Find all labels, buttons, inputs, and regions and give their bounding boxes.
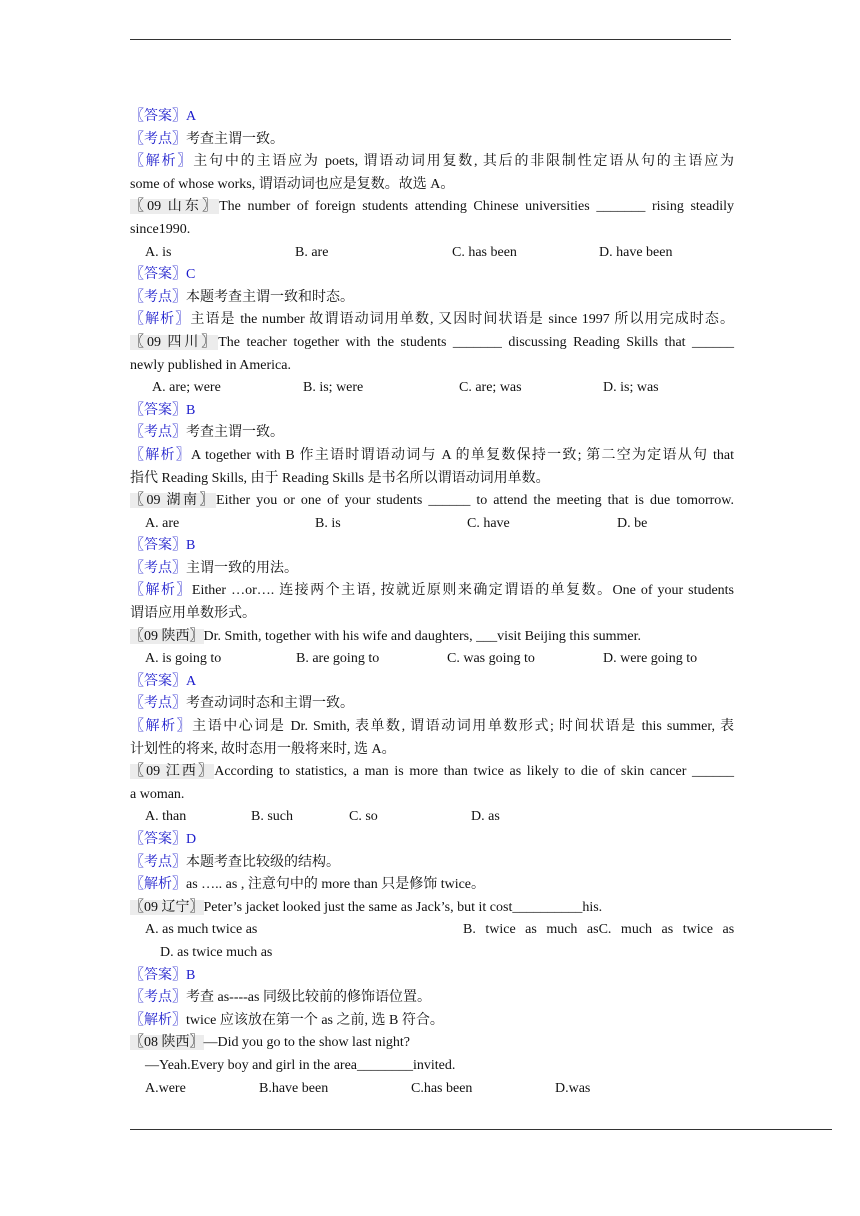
point-line: 〖考点〗考查动词时态和主谓一致。 xyxy=(130,696,354,712)
options-row xyxy=(130,806,734,829)
answer-line: 〖答案〗B xyxy=(130,967,196,983)
answer-line: 〖答案〗D xyxy=(130,832,197,847)
option-c: C.has been xyxy=(411,1080,473,1096)
options-row xyxy=(130,513,734,536)
analysis-line: 〖解析〗as ….. as , 注意句中的 more than 只是修饰 twice。 xyxy=(130,877,486,893)
options-row-2 xyxy=(130,942,734,965)
question-stem: 〖08 陕西〗—Did you go to the show last night? xyxy=(130,1035,410,1051)
question-stem-2: a woman. xyxy=(130,786,185,802)
source-tag: 〖09 湖南〗 xyxy=(130,493,217,509)
option-a: A. is xyxy=(145,244,172,260)
analysis-line: 〖解析〗twice 应该放在第一个 as 之前, 选 B 符合。 xyxy=(130,1012,444,1028)
option-d: D. have been xyxy=(599,244,673,260)
analysis-line-2: 谓语应用单数形式。 xyxy=(130,606,256,622)
option-c: C. have xyxy=(467,515,510,531)
source-tag: 〖09 江西〗 xyxy=(130,764,215,780)
document-body xyxy=(130,106,734,1100)
analysis-line-2: 指代 Reading Skills, 由于 Reading Skills 是书名所以谓语动词用单数。 xyxy=(130,470,550,486)
option-d: D.was xyxy=(555,1080,591,1096)
question-stem-2: —Yeah.Every boy and girl in the area________invited. xyxy=(145,1057,456,1073)
answer-line: 〖答案〗C xyxy=(130,267,196,283)
option-d: D. as twice much as xyxy=(160,944,273,960)
option-d: D. be xyxy=(617,515,648,531)
answer-line: 〖答案〗A xyxy=(130,673,197,689)
point-line: 〖考点〗考查 as----as 同级比较前的修饰语位置。 xyxy=(130,990,431,1006)
question-stem: 〖09 湖南〗Either you or one of your students ______ to attend the meeting that is due tomorrow. xyxy=(130,493,734,509)
question-stem: 〖09 江西〗According to statistics, a man is more than twice as likely to die of skin cancer ______ xyxy=(130,764,735,780)
option-c: C. much as twice as xyxy=(598,922,735,938)
point-line: 〖考点〗主谓一致的用法。 xyxy=(130,560,298,576)
point-line: 〖考点〗考查主谓一致。 xyxy=(130,425,284,441)
option-c: C. has been xyxy=(452,244,517,260)
option-a: A. are xyxy=(145,515,180,531)
option-a: A. than xyxy=(145,809,187,825)
analysis-line: 〖解析〗主句中的主语应为 poets, 谓语动词用复数, 其后的非限制性定语从句的主语应为 xyxy=(130,154,735,170)
point-line: 〖考点〗考查主谓一致。 xyxy=(130,131,284,147)
source-tag: 〖09 辽宁〗 xyxy=(130,899,204,915)
option-d: D. as xyxy=(471,809,500,825)
options-row xyxy=(130,919,734,942)
analysis-line-2: 计划性的将来, 故时态用一般将来时, 选 A。 xyxy=(130,741,396,757)
options-row xyxy=(130,242,734,265)
question-stem-2: since1990. xyxy=(130,221,191,237)
source-tag: 〖09 山东〗 xyxy=(130,199,220,215)
analysis-line: 〖解析〗主语是 the number 故谓语动词用单数, 又因时间状语是 since 1997 所以用完成时态。 xyxy=(130,312,734,328)
question-stem: 〖09 山东〗The number of foreign students attending Chinese universities _______ rising steadily xyxy=(130,199,734,215)
option-d: D. is; was xyxy=(603,380,659,396)
option-b: B. such xyxy=(251,809,293,825)
question-stem: 〖09 陕西〗Dr. Smith, together with his wife and daughters, ___visit Beijing this summer. xyxy=(130,628,641,644)
option-b: B. is; were xyxy=(303,380,364,396)
option-c: C. are; was xyxy=(459,380,522,396)
option-b: B. are going to xyxy=(296,651,380,667)
option-a: A.were xyxy=(145,1080,186,1096)
analysis-line: 〖解析〗主语中心词是 Dr. Smith, 表单数, 谓语动词用单数形式; 时间状语是 this summer, 表 xyxy=(130,719,735,735)
source-tag: 〖08 陕西〗 xyxy=(130,1035,204,1051)
answer-line: 〖答案〗B xyxy=(130,402,196,418)
option-c: C. so xyxy=(349,809,378,825)
point-line: 〖考点〗本题考查比较级的结构。 xyxy=(130,854,340,870)
source-tag: 〖09 陕西〗 xyxy=(130,628,204,644)
options-row xyxy=(130,377,734,400)
point-line: 〖考点〗本题考查主谓一致和时态。 xyxy=(130,289,354,305)
question-stem: 〖09 辽宁〗Peter’s jacket looked just the same as Jack’s, but it cost__________his. xyxy=(130,899,603,915)
options-row xyxy=(130,648,734,671)
option-c: C. was going to xyxy=(447,651,535,667)
option-a: A. is going to xyxy=(145,651,222,667)
footer-rule xyxy=(130,1129,832,1130)
analysis-line-2: some of whose works, 谓语动词也应是复数。故选 A。 xyxy=(130,176,455,192)
answer-line: 〖答案〗B xyxy=(130,538,196,554)
option-a: A. as much twice as xyxy=(145,922,258,938)
option-b: B. are xyxy=(295,244,329,260)
question-stem: 〖09 四川〗The teacher together with the students _______ discussing Reading Skills that ______ xyxy=(130,334,734,350)
option-b: B.have been xyxy=(259,1080,329,1096)
option-b: B. is xyxy=(315,515,341,531)
option-d: D. were going to xyxy=(603,651,698,667)
source-tag: 〖09 四川〗 xyxy=(130,334,219,350)
options-row xyxy=(130,1078,734,1101)
analysis-line: 〖解析〗Either …or…. 连接两个主语, 按就近原则来确定谓语的单复数。One of your students xyxy=(130,583,735,599)
analysis-line: 〖解析〗A together with B 作主语时谓语动词与 A 的单复数保持一致; 第二空为定语从句 that xyxy=(130,447,735,463)
question-stem-2: newly published in America. xyxy=(130,357,291,373)
option-b: B. twice as much as xyxy=(463,922,599,938)
option-a: A. are; were xyxy=(152,380,221,396)
header-rule xyxy=(130,39,731,40)
answer-line: 〖答案〗A xyxy=(130,109,197,124)
